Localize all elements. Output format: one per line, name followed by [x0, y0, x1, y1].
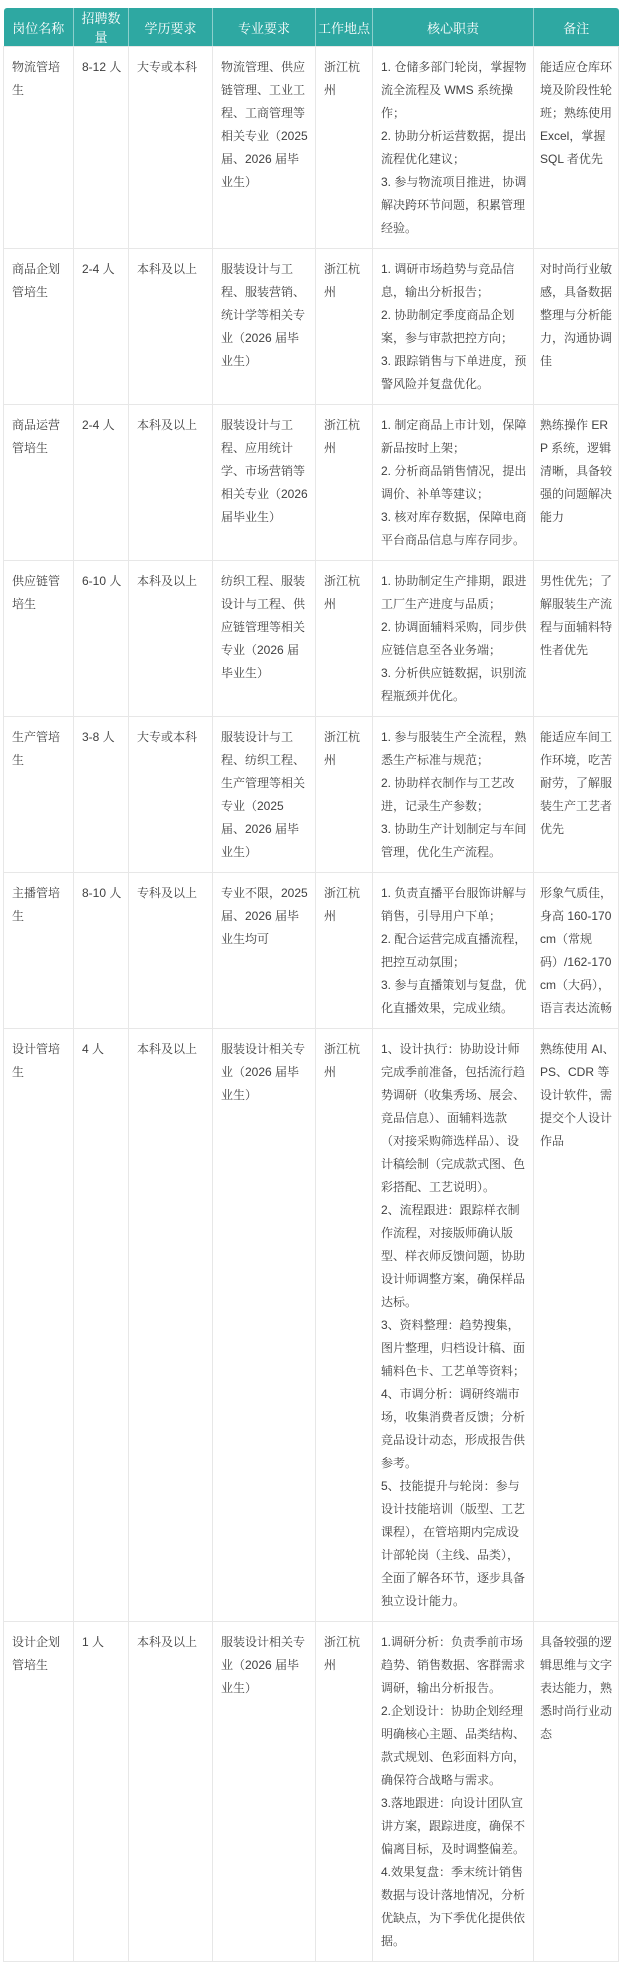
duty-line: 1.调研分析：负责季前市场趋势、销售数据、客群需求调研，输出分析报告。	[381, 1635, 526, 1695]
column-header-duties: 核心职责	[373, 8, 534, 47]
cell-duties	[373, 249, 534, 405]
duty-line: 2. 协助分析运营数据，提出流程优化建议；	[381, 129, 527, 166]
cell-education: 本科及以上	[129, 1029, 213, 1622]
cell-location: 浙江杭州	[316, 561, 373, 717]
table-row-logistics-trainee	[4, 47, 619, 249]
duty-line: 4.效果复盘：季末统计销售数据与设计落地情况，分析优缺点，为下季优化提供依据。	[381, 1865, 526, 1948]
column-header-position: 岗位名称	[4, 8, 74, 47]
cell-education: 本科及以上	[129, 405, 213, 561]
positions-table	[3, 8, 619, 1962]
duty-line: 2. 协助制定季度商品企划案，参与审款把控方向；	[381, 308, 515, 345]
cell-position: 设计企划管培生	[4, 1622, 74, 1962]
cell-location: 浙江杭州	[316, 1029, 373, 1622]
cell-major: 纺织工程、服装设计与工程、供应链管理等相关专业（2026 届毕业生）	[213, 561, 316, 717]
cell-major: 物流管理、供应链管理、工业工程、工商管理等相关专业（2025 届、2026 届毕业生）	[213, 47, 316, 249]
cell-count: 8-10 人	[74, 873, 129, 1029]
cell-location: 浙江杭州	[316, 47, 373, 249]
cell-position: 生产管培生	[4, 717, 74, 873]
cell-education: 本科及以上	[129, 249, 213, 405]
cell-note: 熟练操作 ERP 系统，逻辑清晰，具备较强的问题解决能力	[534, 405, 619, 561]
duty-line: 2. 分析商品销售情况，提出调价、补单等建议；	[381, 464, 527, 501]
duty-line: 1、设计执行：协助设计师完成季前准备，包括流行趋势调研（收集秀场、展会、竞品信息）、面辅料选款（对接采购筛选样品）、设计稿绘制（完成款式图、色彩搭配、工艺说明）。	[381, 1042, 526, 1194]
cell-duties	[373, 47, 534, 249]
cell-count: 2-4 人	[74, 249, 129, 405]
cell-duties	[373, 561, 534, 717]
cell-education: 大专或本科	[129, 47, 213, 249]
duty-line: 1. 仓储多部门轮岗，掌握物流全流程及 WMS 系统操作；	[381, 60, 527, 120]
cell-location: 浙江杭州	[316, 873, 373, 1029]
cell-note: 形象气质佳，身高 160-170cm（常规码）/162-170cm（大码），语言表达流畅	[534, 873, 619, 1029]
duty-line: 3. 分析供应链数据，识别流程瓶颈并优化。	[381, 666, 527, 703]
cell-major: 服装设计与工程、纺织工程、生产管理等相关专业（2025 届、2026 届毕业生）	[213, 717, 316, 873]
cell-note: 能适应车间工作环境，吃苦耐劳，了解服装生产工艺者优先	[534, 717, 619, 873]
duty-line: 1. 协助制定生产排期，跟进工厂生产进度与品质；	[381, 574, 527, 611]
duty-line: 3. 协助生产计划制定与车间管理，优化生产流程。	[381, 822, 527, 859]
cell-position: 供应链管培生	[4, 561, 74, 717]
duty-line: 5、技能提升与轮岗：参与设计技能培训（版型、工艺课程），在管培期内完成设计部轮岗（主线、品类），全面了解各环节，逐步具备独立设计能力。	[381, 1479, 526, 1608]
cell-duties	[373, 405, 534, 561]
header-row	[4, 8, 619, 47]
cell-note: 对时尚行业敏感，具备数据整理与分析能力，沟通协调佳	[534, 249, 619, 405]
column-header-count: 招聘数量	[74, 8, 129, 47]
cell-position: 物流管培生	[4, 47, 74, 249]
cell-location: 浙江杭州	[316, 249, 373, 405]
cell-location: 浙江杭州	[316, 717, 373, 873]
cell-note: 男性优先；了解服装生产流程与面辅料特性者优先	[534, 561, 619, 717]
cell-duties	[373, 873, 534, 1029]
cell-major: 服装设计相关专业（2026 届毕业生）	[213, 1029, 316, 1622]
cell-education: 专科及以上	[129, 873, 213, 1029]
cell-major: 专业不限，2025 届、2026 届毕业生均可	[213, 873, 316, 1029]
duty-line: 2.企划设计：协助企划经理明确核心主题、品类结构、款式规划、色彩面料方向，确保符合战略与需求。	[381, 1704, 526, 1787]
cell-position: 商品运营管培生	[4, 405, 74, 561]
column-header-location: 工作地点	[316, 8, 373, 47]
duty-line: 3. 参与物流项目推进，协调解决跨环节问题，积累管理经验。	[381, 175, 527, 235]
duty-line: 1. 调研市场趋势与竞品信息，输出分析报告；	[381, 262, 515, 299]
cell-position: 设计管培生	[4, 1029, 74, 1622]
table-row-supply-chain-trainee	[4, 561, 619, 717]
table-row-design-trainee	[4, 1029, 619, 1622]
duty-line: 1. 制定商品上市计划，保障新品按时上架；	[381, 418, 527, 455]
cell-location: 浙江杭州	[316, 405, 373, 561]
table-row-production-trainee	[4, 717, 619, 873]
cell-education: 本科及以上	[129, 561, 213, 717]
cell-major: 服装设计与工程、应用统计学、市场营销等相关专业（2026 届毕业生）	[213, 405, 316, 561]
cell-note: 具备较强的逻辑思维与文字表达能力，熟悉时尚行业动态	[534, 1622, 619, 1962]
duty-line: 1. 负责直播平台服饰讲解与销售，引导用户下单；	[381, 886, 527, 923]
cell-duties	[373, 1029, 534, 1622]
duty-line: 3.落地跟进：向设计团队宣讲方案，跟踪进度，确保不偏离目标，及时调整偏差。	[381, 1796, 526, 1856]
cell-education: 大专或本科	[129, 717, 213, 873]
cell-note: 熟练使用 AI、PS、CDR 等设计软件，需提交个人设计作品	[534, 1029, 619, 1622]
duty-line: 1. 参与服装生产全流程，熟悉生产标准与规范；	[381, 730, 527, 767]
duty-line: 4、市调分析：调研终端市场，收集消费者反馈；分析竞品设计动态，形成报告供参考。	[381, 1387, 526, 1470]
table-row-livestream-host-trainee	[4, 873, 619, 1029]
duty-line: 2. 协助样衣制作与工艺改进，记录生产参数；	[381, 776, 515, 813]
cell-count: 1 人	[74, 1622, 129, 1962]
duty-line: 3. 参与直播策划与复盘，优化直播效果，完成业绩。	[381, 978, 527, 1015]
cell-location: 浙江杭州	[316, 1622, 373, 1962]
cell-count: 8-12 人	[74, 47, 129, 249]
cell-note: 能适应仓库环境及阶段性轮班；熟练使用 Excel，掌握 SQL 者优先	[534, 47, 619, 249]
duty-line: 3. 核对库存数据，保障电商平台商品信息与库存同步。	[381, 510, 527, 547]
duty-line: 2. 配合运营完成直播流程，把控互动氛围；	[381, 932, 527, 969]
cell-position: 商品企划管培生	[4, 249, 74, 405]
cell-count: 2-4 人	[74, 405, 129, 561]
table-row-merchandise-operations-trainee	[4, 405, 619, 561]
column-header-education: 学历要求	[129, 8, 213, 47]
cell-duties	[373, 717, 534, 873]
table-row-design-planning-trainee	[4, 1622, 619, 1962]
table-row-merchandise-planning-trainee	[4, 249, 619, 405]
cell-major: 服装设计与工程、服装营销、统计学等相关专业（2026 届毕业生）	[213, 249, 316, 405]
column-header-major: 专业要求	[213, 8, 316, 47]
duty-line: 3. 跟踪销售与下单进度，预警风险并复盘优化。	[381, 354, 527, 391]
cell-education: 本科及以上	[129, 1622, 213, 1962]
cell-duties	[373, 1622, 534, 1962]
cell-count: 6-10 人	[74, 561, 129, 717]
cell-position: 主播管培生	[4, 873, 74, 1029]
column-header-note: 备注	[534, 8, 619, 47]
cell-count: 3-8 人	[74, 717, 129, 873]
duty-line: 2. 协调面辅料采购，同步供应链信息至各业务端；	[381, 620, 527, 657]
cell-major: 服装设计相关专业（2026 届毕业生）	[213, 1622, 316, 1962]
duty-line: 3、资料整理：趋势搜集，图片整理，归档设计稿、面辅料色卡、工艺单等资料；	[381, 1318, 526, 1378]
duty-line: 2、流程跟进：跟踪样衣制作流程，对接版师确认版型、样衣师反馈问题，协助设计师调整方案，确保样品达标。	[381, 1203, 526, 1309]
cell-count: 4 人	[74, 1029, 129, 1622]
